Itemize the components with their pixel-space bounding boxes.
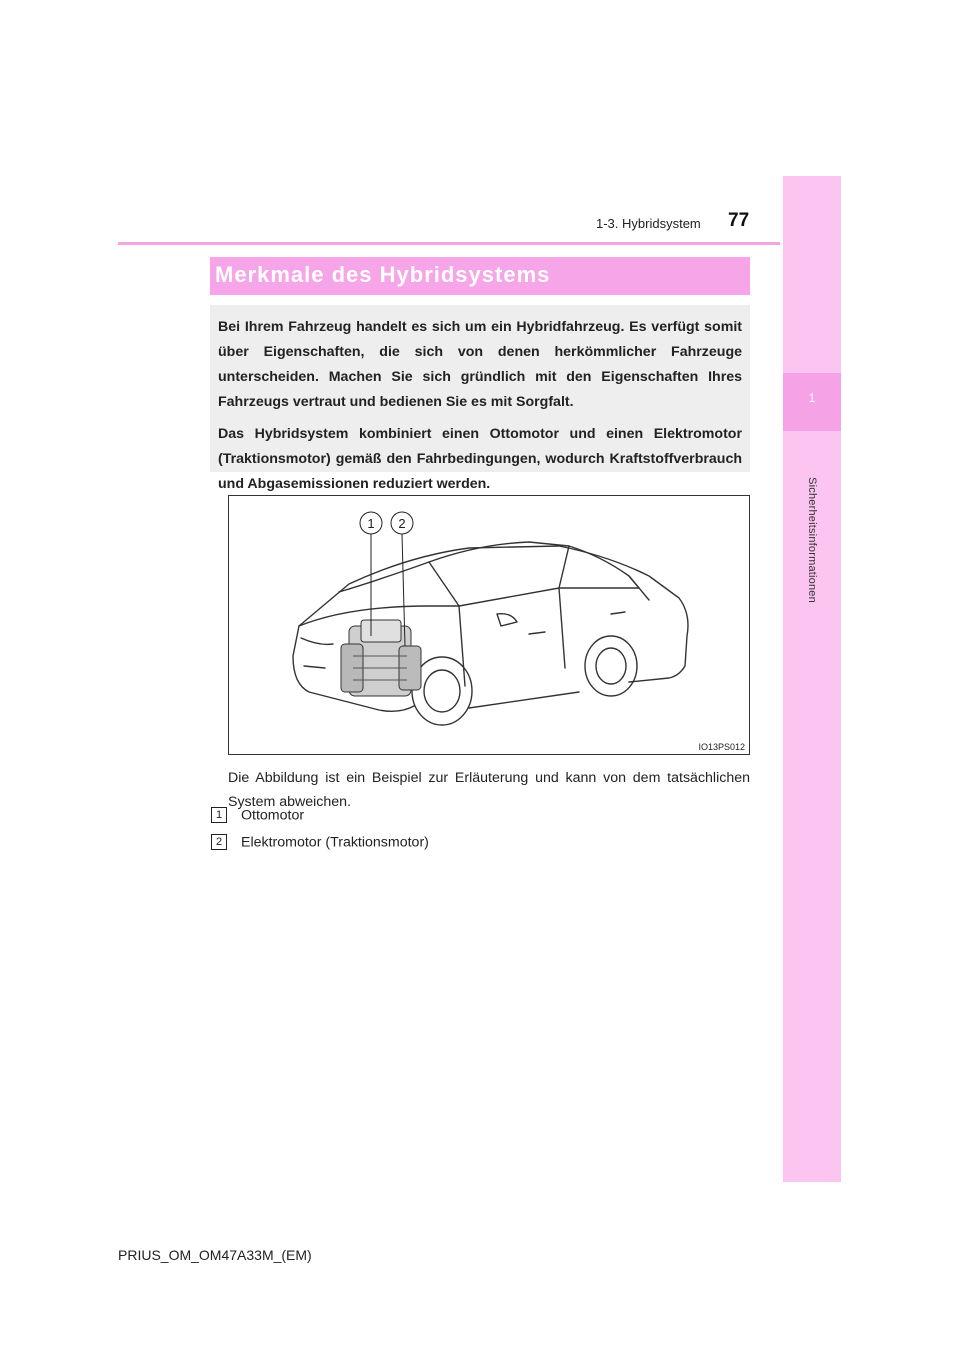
intro-paragraph-2: Das Hybridsystem kombiniert einen Ottomotor und einen Elektromotor (Traktionsmotor) gemäß den Fahrbedingungen, wodurch Kraftstoffverbrauch und Abgasemissionen reduziert werden.	[218, 426, 742, 492]
illustration-caption: Die Abbildung ist ein Beispiel zur Erläuterung und kann von dem tatsächlichen System abweichen.	[228, 770, 750, 810]
callout-1: 1	[367, 516, 375, 531]
legend-item	[211, 834, 429, 854]
car-drawing	[229, 496, 749, 754]
page-number: 77	[728, 210, 750, 231]
legend-label: Ottomotor	[241, 807, 305, 824]
chapter-number: 1	[808, 391, 816, 405]
section-reference: 1-3. Hybridsystem	[596, 216, 701, 231]
legend-label: Elektromotor (Traktionsmotor)	[241, 834, 429, 851]
callout-2: 2	[398, 516, 406, 531]
chapter-label: Sicherheitsinformationen	[806, 477, 818, 603]
chapter-side-tab	[783, 176, 841, 1182]
car-illustration	[228, 495, 750, 755]
page-title: Merkmale des Hybridsystems	[215, 262, 551, 287]
legend-item	[211, 807, 304, 827]
intro-paragraph-1: Bei Ihrem Fahrzeug handelt es sich um ein Hybridfahrzeug. Es verfügt somit über Eigenschaften, die sich von denen herkömmlicher Fahrzeuge unterscheiden. Machen Sie sich gründlich mit den Eigenschaften Ihres Fahrzeugs vertraut und bedienen Sie es mit Sorgfalt.	[218, 319, 742, 410]
illustration-code: IO13PS012	[698, 742, 745, 752]
legend-number: 2	[211, 834, 227, 850]
header-rule	[118, 242, 780, 245]
legend-number: 1	[211, 807, 227, 823]
document-code: PRIUS_OM_OM47A33M_(EM)	[118, 1247, 312, 1263]
intro-box	[210, 305, 750, 492]
